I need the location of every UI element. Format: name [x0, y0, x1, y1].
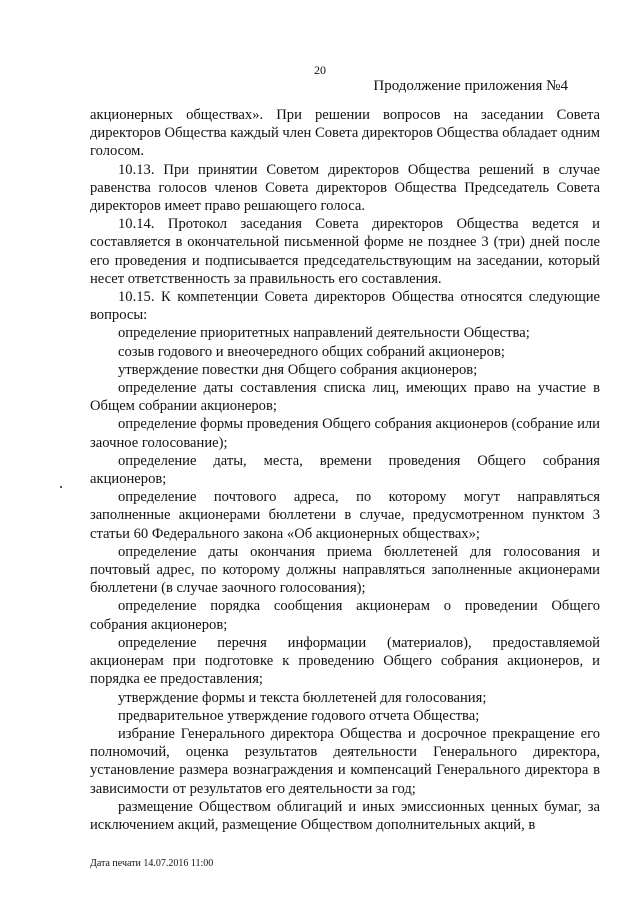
competence-item: определение даты, места, времени проведения Общего собрания акционеров;: [90, 452, 600, 488]
competence-item: определение порядка сообщения акционерам о проведении Общего собрания акционеров;: [90, 598, 600, 633]
competence-item: избрание Генерального директора Общества и досрочное прекращение его полномочий, оценка результатов деятельности Генерального директора, установление размера вознаграждения и компенсаций Генерального директора в зависимости от результатов его деятельности за год;: [90, 725, 600, 797]
paragraph-continuation: акционерных обществах». При решении вопросов на заседании Совета директоров Общества каждый член Совета директоров Общества обладает одним голосом.: [90, 107, 600, 160]
print-date-footer: Дата печати 14.07.2016 11:00: [90, 858, 214, 869]
paragraph-10-13: 10.13. При принятии Советом директоров Общества решений в случае равенства голосов членов Совета директоров Общества Председатель Совета директоров имеет право решающего голоса.: [90, 161, 600, 215]
document-body: [90, 106, 600, 834]
competence-item: созыв годового и внеочередного общих собраний акционеров;: [118, 343, 505, 360]
competence-item: определение почтового адреса, по которому могут направляться заполненные акционерами бюллетени в случае, предусмотренном пунктом 3 статьи 60 Федерального закона «Об акционерных обществах»;: [90, 489, 600, 542]
scan-speck: [60, 486, 62, 488]
paragraph-10-15: 10.15. К компетенции Совета директоров Общества относятся следующие вопросы:: [90, 289, 600, 324]
competence-item: определение приоритетных направлений деятельности Общества;: [118, 325, 530, 342]
competence-item: определение даты составления списка лиц, имеющих право на участие в Общем собрании акционеров;: [90, 380, 600, 415]
competence-item: утверждение повестки дня Общего собрания акционеров;: [118, 361, 478, 378]
competence-item: определение перечня информации (материалов), предоставляемой акционерам при подготовке к проведению Общего собрания акционеров, и порядка ее предоставления;: [90, 634, 600, 688]
appendix-heading: Продолжение приложения №4: [373, 78, 568, 94]
competence-item: утверждение формы и текста бюллетеней для голосования;: [118, 689, 487, 706]
competence-item: определение даты окончания приема бюллетеней для голосования и почтовый адрес, по которому должны направляться заполненные акционерами бюллетени (в случае заочного голосования);: [90, 543, 600, 597]
paragraph-10-14: 10.14. Протокол заседания Совета директоров Общества ведется и составляется в окончательной письменной форме не позднее 3 (три) дней после его проведения и подписывается председательствующим на заседании, который несет ответственность за правильность его составления.: [90, 216, 600, 287]
competence-item: определение формы проведения Общего собрания акционеров (собрание или заочное голосование);: [90, 416, 600, 451]
page-number: 20: [314, 63, 326, 77]
competence-item: предварительное утверждение годового отчета Общества;: [118, 707, 480, 724]
competence-item: размещение Обществом облигаций и иных эмиссионных ценных бумаг, за исключением акций, размещение Обществом дополнительных акций, в: [90, 798, 600, 833]
